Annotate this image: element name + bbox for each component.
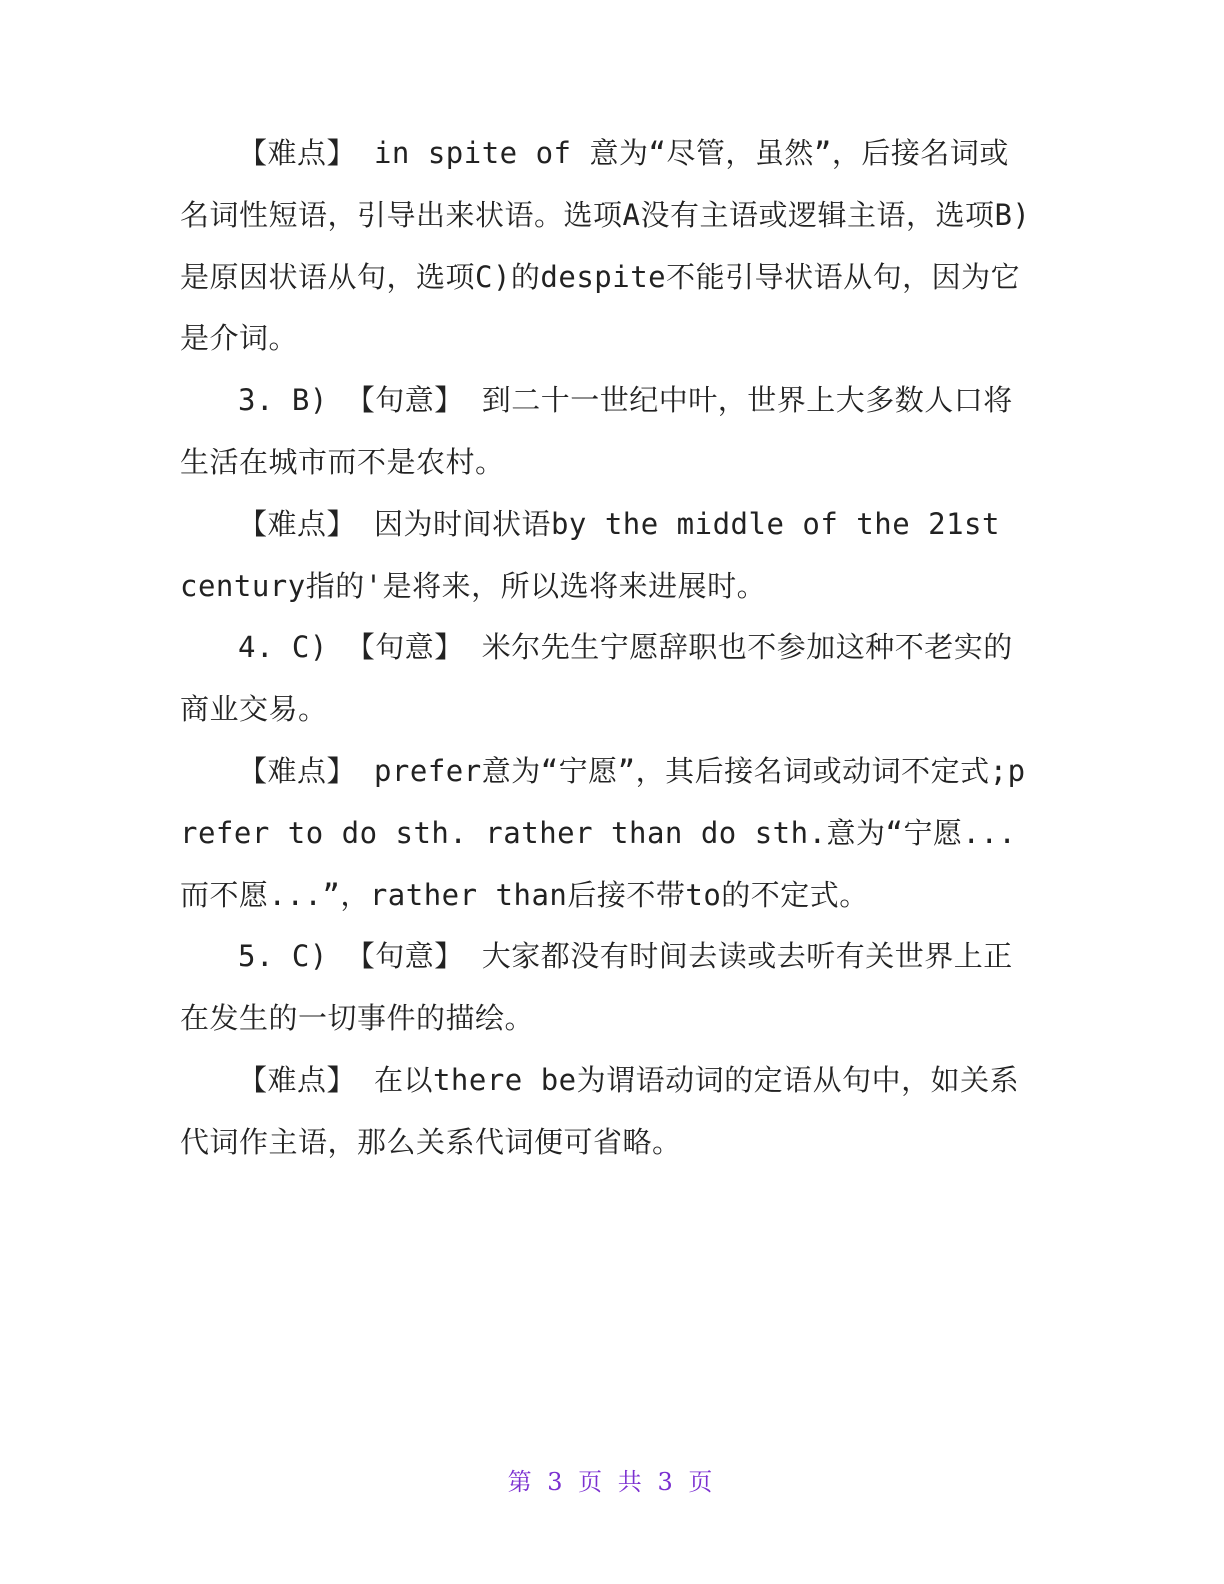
- paragraph-answer-4: 4. C) 【句意】 米尔先生宁愿辞职也不参加这种不老实的商业交易。: [180, 630, 1013, 727]
- paragraph-answer-5: 5. C) 【句意】 大家都没有时间去读或去听有关世界上正在发生的一切事件的描绘。: [180, 939, 1013, 1036]
- paragraph-answer-3: 3. B) 【句意】 到二十一世纪中叶，世界上大多数人口将生活在城市而不是农村。: [180, 383, 1013, 479]
- page-number-footer: 第 3 页 共 3 页: [507, 1468, 717, 1496]
- paragraph-difficulty-3: 【难点】 因为时间状语by the middle of the 21st century指的'是将来，所以选将来进展时。: [180, 506, 1000, 603]
- document-body: [180, 123, 1032, 1174]
- paragraph-difficulty-2: 【难点】 in spite of 意为“尽管，虽然”，后接名词或名词性短语，引导出来状语。选项A没有主语或逻辑主语，选项B)是原因状语从句，选项C)的despite不能引导状语从句，因为它是介词。: [180, 136, 1031, 356]
- paragraph-difficulty-4: 【难点】 prefer意为“宁愿”，其后接名词或动词不定式;prefer to do sth. rather than do sth.意为“宁愿...而不愿...”，rather than后接不带to的不定式。: [180, 753, 1026, 912]
- paragraph-difficulty-5: 【难点】 在以there be为谓语动词的定语从句中，如关系代词作主语，那么关系代词便可省略。: [180, 1062, 1020, 1159]
